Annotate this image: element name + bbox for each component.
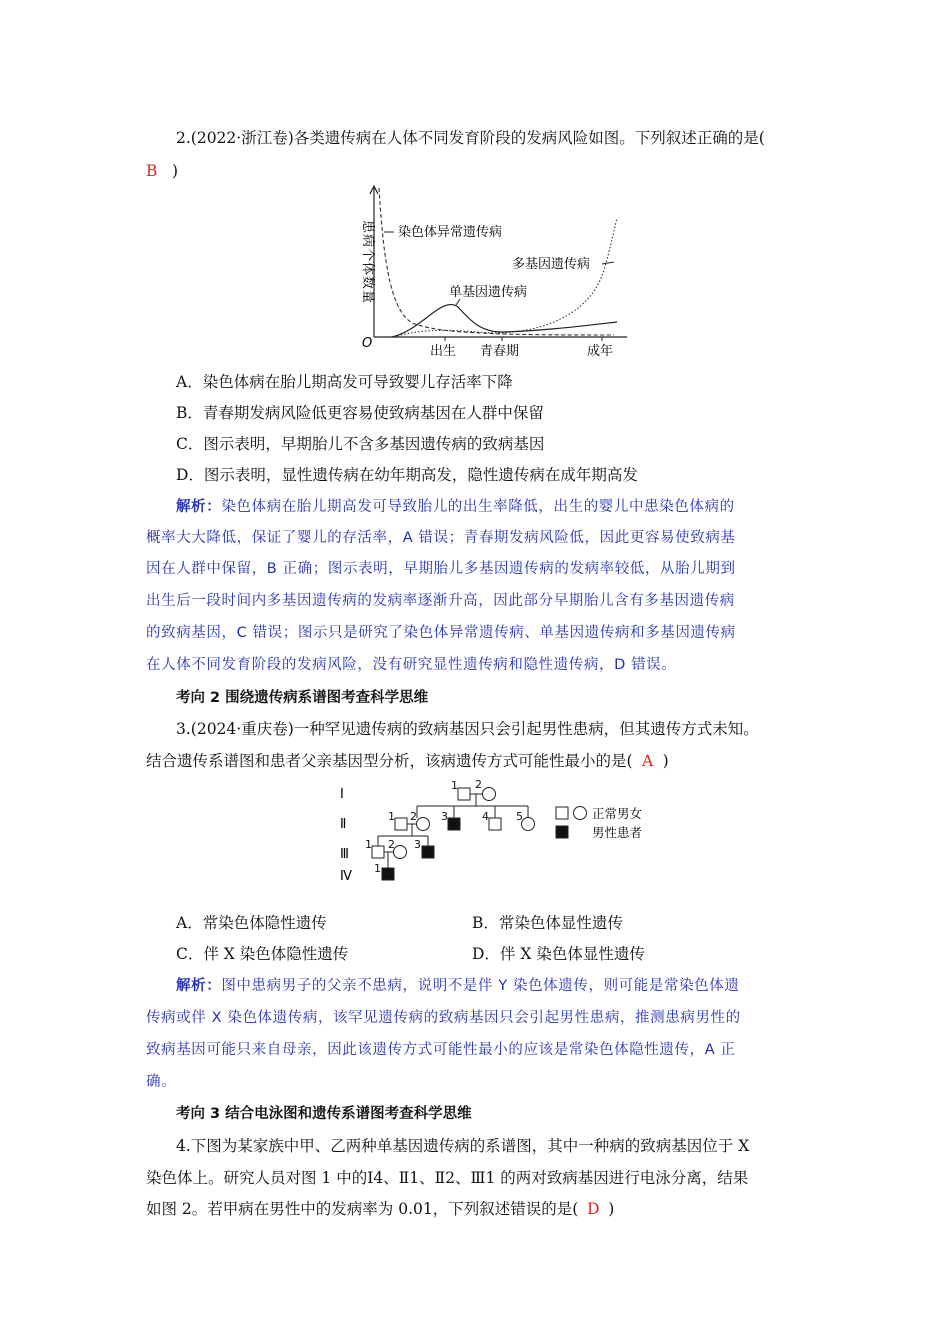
num-II-5: 5	[516, 810, 523, 823]
II-2-female	[417, 818, 430, 831]
q2-stem-text: 2.(2022·浙江卷)各类遗传病在人体不同发育阶段的发病风险如图。下列叙述正确的是(	[176, 129, 765, 147]
q3-option-c: C．伴 X 染色体隐性遗传	[176, 945, 349, 963]
q2-answer-line	[146, 161, 811, 181]
q4-close: )	[608, 1200, 615, 1218]
I-2-female	[483, 788, 496, 801]
q4-stem-text: 如图 2。若甲病在男性中的发病率为 0.01，下列叙述错误的是(	[146, 1200, 579, 1218]
num-III-1: 1	[365, 838, 372, 851]
q2-analysis-line-2: 概率大大降低，保证了婴儿的存活率，A 错误；青春期发病风险低，因此更容易使致病基	[146, 530, 736, 546]
q3-analysis-line-3: 致病基因可能只来自母亲，因此该遗传方式可能性最小的应该是常染色体隐性遗传，A 正	[146, 1042, 736, 1058]
q2-analysis-text-1: 染色体病在胎儿期高发可导致胎儿的出生率降低，出生的婴儿中患染色体病的	[221, 499, 735, 515]
q2-analysis-line-3: 因在人群中保留，B 正确；图示表明，早期胎儿多基因遗传病的发病率较低，从胎儿期到	[146, 561, 736, 577]
num-II-2: 2	[410, 810, 417, 823]
gen-label-3: Ⅲ	[340, 847, 349, 862]
num-II-4: 4	[482, 810, 489, 823]
q2-stem	[176, 128, 841, 148]
gen-label-1: Ⅰ	[340, 787, 344, 802]
q4-stem-line-3	[146, 1199, 811, 1219]
q3-analysis-line-1	[176, 976, 841, 996]
q2-analysis-line-4: 出生后一段时间内多基因遗传病的发病率逐渐升高，因此部分早期胎儿含有多基因遗传病	[146, 593, 735, 609]
q4-answer: D	[587, 1200, 600, 1218]
gen-label-4: Ⅳ	[340, 869, 352, 884]
q2-analysis-label: 解析：	[176, 499, 222, 515]
label-multigene: 多基因遗传病	[512, 257, 591, 272]
num-IV-1: 1	[374, 862, 381, 875]
q2-option-a: A．染色体病在胎儿期高发可导致婴儿存活率下降	[176, 373, 513, 391]
legend-affected-label: 男性患者	[592, 825, 643, 840]
num-III-3: 3	[414, 838, 421, 851]
q3-stem-line-2	[146, 751, 811, 771]
II-3-affected-male	[448, 818, 460, 830]
q3-analysis-line-2: 传病或伴 X 染色体遗传病，该罕见遗传病的致病基因只会引起男性患病，推测患病男性的	[146, 1010, 741, 1026]
num-I-1: 1	[451, 779, 458, 792]
legend-affected-male	[556, 826, 568, 838]
IV-1-affected-male	[382, 868, 394, 880]
pedigree-chart	[332, 776, 652, 886]
q2-option-b: B．青春期发病风险低更容易使致病基因在人群中保留	[176, 404, 544, 422]
num-II-3: 3	[441, 810, 448, 823]
III-1-male	[372, 846, 384, 858]
xtick-puberty: 青春期	[480, 344, 520, 359]
q2-analysis-line-6: 在人体不同发育阶段的发病风险，没有研究显性遗传病和隐性遗传病，D 错误。	[146, 657, 677, 673]
III-3-affected-male	[422, 846, 434, 858]
II-1-male	[395, 818, 407, 830]
series-single-gene	[392, 305, 617, 337]
q2-analysis-line-5: 的致病基因，C 错误；图示只是研究了染色体异常遗传病、单基因遗传病和多基因遗传病	[146, 625, 736, 641]
section-3-heading: 考向 3 结合电泳图和遗传系谱图考查科学思维	[176, 1106, 472, 1122]
legend-normal-female	[574, 807, 587, 820]
I-1-male	[458, 788, 470, 800]
II-5-female	[522, 818, 535, 831]
q3-analysis-text-1: 图中患病男子的父亲不患病，说明不是伴 Y 染色体遗传，则可能是常染色体遗	[221, 978, 740, 994]
q3-close: )	[662, 752, 669, 770]
q4-stem-line-2: 染色体上。研究人员对图 1 中的Ⅰ4、Ⅱ1、Ⅱ2、Ⅲ1 的两对致病基因进行电泳分离，结果	[146, 1169, 749, 1187]
q3-analysis-line-4: 确。	[146, 1074, 177, 1090]
num-II-1: 1	[388, 810, 395, 823]
num-I-2: 2	[475, 778, 482, 791]
disease-risk-chart	[352, 180, 632, 365]
III-2-female	[394, 846, 407, 859]
xtick-birth: 出生	[430, 344, 457, 359]
q3-option-d: D．伴 X 染色体显性遗传	[472, 945, 645, 963]
q4-stem-line-1: 4.下图为某家族中甲、乙两种单基因遗传病的系谱图，其中一种病的致病基因位于 X	[176, 1137, 750, 1155]
legend-normal-male	[556, 807, 568, 819]
q3-answer: A	[641, 752, 654, 770]
q3-stem-line-1: 3.(2024·重庆卷)一种罕见遗传病的致病基因只会引起男性患病，但其遗传方式未知。	[176, 720, 759, 738]
q3-option-a: A．常染色体隐性遗传	[176, 914, 327, 932]
num-III-2: 2	[388, 838, 395, 851]
chart-ylabel: 患病个体数量	[360, 220, 375, 305]
chart-origin: O	[362, 336, 373, 351]
section-2-heading: 考向 2 围绕遗传病系谱图考查科学思维	[176, 690, 429, 706]
q3-stem-text: 结合遗传系谱图和患者父亲基因型分析，该病遗传方式可能性最小的是(	[146, 752, 633, 770]
q3-option-b: B．常染色体显性遗传	[472, 914, 623, 932]
label-chromosomal: 染色体异常遗传病	[398, 225, 503, 240]
q2-answer: B	[146, 162, 158, 180]
q2-option-d: D．图示表明，显性遗传病在幼年期高发，隐性遗传病在成年期高发	[176, 466, 638, 484]
xtick-adult: 成年	[587, 344, 614, 359]
q2-close: )	[172, 162, 179, 180]
q2-option-c: C．图示表明，早期胎儿不含多基因遗传病的致病基因	[176, 435, 545, 453]
II-4-male	[489, 818, 501, 830]
label-single-gene: 单基因遗传病	[449, 285, 528, 300]
gen-label-2: Ⅱ	[340, 817, 347, 832]
legend-normal-label: 正常男女	[592, 806, 643, 821]
label-leader-multigene	[602, 262, 614, 264]
q2-analysis-line-1	[176, 497, 841, 517]
q3-analysis-label: 解析：	[176, 978, 222, 994]
